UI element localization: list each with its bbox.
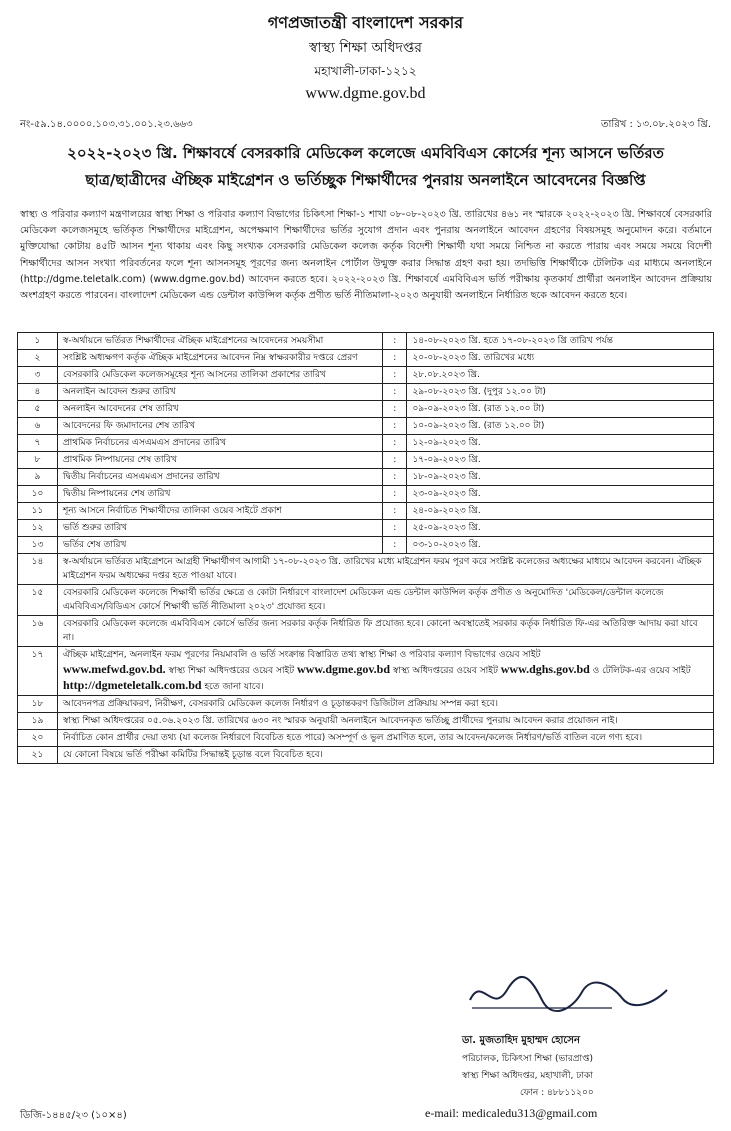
memo-reference: নং-৫৯.১৪.০০০০.১০৩.৩১.০০১.২৩.৬৬৩ (20, 119, 193, 130)
note-row (18, 730, 714, 747)
schedule-item: ভর্তি শুরুর তারিখ (57, 520, 382, 537)
separator-colon: : (383, 452, 407, 469)
separator-colon: : (383, 435, 407, 452)
row-number: ৯ (18, 469, 58, 486)
note-row (18, 554, 714, 585)
row-number: ৮ (18, 452, 58, 469)
note-text: যে কোনো বিষয়ে ভর্তি পরীক্ষা কমিটির সিদ্ধান্তই চূড়ান্ত বলে বিবেচিত হবে। (57, 747, 713, 764)
note-row (18, 585, 714, 616)
note-text-part: স্বাস্থ্য শিক্ষা অধিদপ্তরের ওয়েব সাইট (165, 666, 297, 676)
row-number: ৭ (18, 435, 58, 452)
schedule-row (18, 401, 714, 418)
website-link[interactable]: www.dgme.gov.bd (297, 662, 391, 676)
handwritten-signature (462, 970, 672, 1020)
schedule-date: ১৮-০৯-২০২৩ খ্রি. (407, 469, 714, 486)
schedule-date: ১৭-০৯-২০২৩ খ্রি. (407, 452, 714, 469)
website-link[interactable]: www.dghs.gov.bd (500, 662, 590, 676)
row-number: ১৬ (18, 616, 58, 647)
row-number: ২০ (18, 730, 58, 747)
note-text: নির্বাচিত কোন প্রার্থীর দেয়া তথ্য (যা কলেজ নির্ধারণে বিবেচিত হতে পারে) অসম্পূর্ণ ও ভুল প্রমাণিত হলে, তার আবেদন/কলেজ নির্ধারণ/ভর্তি বাতিল বলে গণ্য হবে। (57, 730, 713, 747)
schedule-row (18, 486, 714, 503)
schedule-row (18, 367, 714, 384)
schedule-date: ১০-০৯-২০২৩ খ্রি. (রাত ১২.০০ টা) (407, 418, 714, 435)
separator-colon: : (383, 367, 407, 384)
schedule-item: আবেদনের ফি জমাদানের শেষ তারিখ (57, 418, 382, 435)
department-website: www.dgme.gov.bd (305, 85, 426, 102)
row-number: ৫ (18, 401, 58, 418)
schedule-item: দ্বিতীয় নির্বাচনের এসএমএস প্রদানের তারিখ (57, 469, 382, 486)
schedule-date: ২৪-০৯-২০২৩ খ্রি. (407, 503, 714, 520)
schedule-item: প্রাথমিক নির্বাচনের এসএমএস প্রদানের তারিখ (57, 435, 382, 452)
notice-title (20, 140, 711, 194)
schedule-item: শূন্য আসনে নির্বাচিত শিক্ষার্থীদের তালিকা ওয়েব সাইটে প্রকাশ (57, 503, 382, 520)
website-link[interactable]: http://dgmeteletalk.com.bd (62, 678, 202, 692)
signatory-designation: পরিচালক, চিকিৎসা শিক্ষা (ভারপ্রাপ্ত) (462, 1054, 594, 1064)
note-text-part: ঐচ্ছিক মাইগ্রেশন, অনলাইন ফরম পূরণের নিয়মাবলি ও ভর্তি সংক্রান্ত বিস্তারিত তথ্য স্বাস্থ্য শিক্ষা ও পরিবার কল্যাণ বিভাগের ওয়েব সাইট (62, 650, 541, 660)
schedule-item: দ্বিতীয় নিষ্পায়নের শেষ তারিখ (57, 486, 382, 503)
row-number: ৪ (18, 384, 58, 401)
note-text (57, 647, 713, 696)
note-text: বেসরকারি মেডিকেল কলেজে এমবিবিএস কোর্সে ভর্তির জন্য সরকার কর্তৃক নির্ধারিত ফি প্রযোজ্য হবে। কোনো অবস্থাতেই সরকার কর্তৃক নির্ধারিত ফি-এর অতিরিক্ত আদায় করা যাবে না। (57, 616, 713, 647)
note-text: স্বাস্থ্য শিক্ষা অধিদপ্তরের ০৫.০৬.২০২৩ খ্রি. তারিখের ৬৩০ নং স্মারক অনুযায়ী অনলাইনে আবেদনকৃত ভর্তিচ্ছু প্রার্থীদের পুনরায় আবেদন করার প্রয়োজন নাই। (57, 713, 713, 730)
schedule-row (18, 384, 714, 401)
separator-colon: : (383, 418, 407, 435)
schedule-date: ২০-০৮-২০২৩ খ্রি. তারিখের মধ্যে (407, 350, 714, 367)
intro-paragraph: স্বাস্থ্য ও পরিবার কল্যাণ মন্ত্রণালয়ের স্বাস্থ্য শিক্ষা ও পরিবার কল্যাণ বিভাগের চিকিৎসা শিক্ষা-১ শাখা ০৮-০৮-২০২৩ খ্রি. তারিখের ৪৬১ নং স্মারকে ২০২২-২০২৩ খ্রি. শিক্ষাবর্ষে বেসরকারি মেডিকেল কলেজসমূহে ভর্তিকৃত শিক্ষার্থীদের মাইগ্রেশন, অপেক্ষমাণ শিক্ষার্থীদের ভর্তির সুযোগ প্রদান এবং পুনরায় অনলাইনে আবেদন গ্রহণের বিষয়সমূহ অনুমোদন করে। বর্তমানে মুক্তিযোদ্ধা কোটায় ৪৫টি আসন শূন্য থাকায় এবং কিছু সংখ্যক বেসরকারি মেডিকেল কলেজ কর্তৃক বিদেশী শিক্ষার্থী যথা সময়ে নিশ্চিত না করতে পারায় এবং সময়ে সময়ে বিদেশী শিক্ষার্থীদের আসন সংখ্যা পরিবর্তনের ফলে শূন্য আসনসমূহ পূরণের জন্য অনলাইন পোর্টাল উন্মুক্ত করার সিদ্ধান্ত গ্রহণ করা হয়। তদভিত্তি শিক্ষার্থীকে টেলিটক এর মাধ্যমে অনলাইনে (http://dgme.teletalk.com) (www.dgme.gov.bd) আবেদন করতে হবে। ২০২২-২০২৩ খ্রি. শিক্ষাবর্ষে এমবিবিএস ভর্তি পরীক্ষায় কৃতকার্য প্রার্থীরা অনলাইন আবেদন প্রক্রিয়ায় অংশগ্রহণ করতে পারবেন। বাংলাদেশ মেডিকেল এন্ড ডেন্টাল কাউন্সিল কর্তৃক প্রণীত ভর্তি নীতিমালা-২০২৩ অনুযায়ী অনলাইনে নির্ধারিত ছকে আবেদন করতে হবে। (20, 209, 712, 302)
signatory-phone: ফোন : ৪৮৮১১২০০ (520, 1088, 594, 1098)
separator-colon: : (383, 384, 407, 401)
department-name: স্বাস্থ্য শিক্ষা অধিদপ্তর (308, 40, 423, 56)
signatory-name: ডা. মুজতাহিদ মুহাম্মদ হোসেন (462, 1035, 580, 1046)
row-number: ২ (18, 350, 58, 367)
separator-colon: : (383, 486, 407, 503)
schedule-row (18, 418, 714, 435)
schedule-date: ২৫-০৯-২০২৩ খ্রি. (407, 520, 714, 537)
schedule-item: প্রাথমিক নিষ্পায়নের শেষ তারিখ (57, 452, 382, 469)
govt-heading: গণপ্রজাতন্ত্রী বাংলাদেশ সরকার (267, 13, 464, 32)
department-address: মহাখালী-ঢাকা-১২১২ (314, 64, 417, 78)
note-text: আবেদনপত্র প্রক্রিয়াকরণ, নিরীক্ষণ, বেসরকারি মেডিকেল কলেজ নির্ধারণ ও চূড়ান্তকরণ ডিজিটাল প্রক্রিয়ায় সম্পন্ন করা হবে। (57, 696, 713, 713)
separator-colon: : (383, 350, 407, 367)
row-number: ১৩ (18, 537, 58, 554)
separator-colon: : (383, 537, 407, 554)
schedule-row (18, 452, 714, 469)
memo-date: তারিখ : ১৩.০৮.২০২৩ খ্রি. (600, 119, 711, 130)
schedule-row (18, 537, 714, 554)
schedule-item: বেসরকারি মেডিকেল কলেজসমূহের শূন্য আসনের তালিকা প্রকাশের তারিখ (57, 367, 382, 384)
schedule-row (18, 435, 714, 452)
schedule-item: স্ব-অর্থায়নে ভর্তিরত শিক্ষার্থীদের ঐচ্ছিক মাইগ্রেশনের আবেদনের সময়সীমা (57, 333, 382, 350)
separator-colon: : (383, 401, 407, 418)
website-link[interactable]: www.mefwd.gov.bd. (62, 662, 166, 676)
note-row (18, 616, 714, 647)
note-text-part: ও টেলিটক-এর ওয়েব সাইট (589, 666, 691, 676)
notice-title-line-1: ২০২২-২০২৩ খ্রি. শিক্ষাবর্ষে বেসরকারি মেডিকেল কলেজে এমবিবিএস কোর্সের শূন্য আসনে ভর্তিরত (67, 144, 664, 162)
schedule-row (18, 520, 714, 537)
row-number: ১১ (18, 503, 58, 520)
notice-title-line-2: ছাত্র/ছাত্রীদের ঐচ্ছিক মাইগ্রেশন ও ভর্তিচ্ছুক শিক্ষার্থীদের পুনরায় অনলাইনে আবেদনের বিজ্ঞপ্তি (85, 171, 646, 189)
row-number: ১৪ (18, 554, 58, 585)
schedule-row (18, 333, 714, 350)
schedule-date: ২৩-০৯-২০২৩ খ্রি. (407, 486, 714, 503)
separator-colon: : (383, 520, 407, 537)
row-number: ১৫ (18, 585, 58, 616)
schedule-date: ২৮.০৮.২০২৩ খ্রি. (407, 367, 714, 384)
schedule-row (18, 350, 714, 367)
footer-email: e-mail: medicaledu313@gmail.com (425, 1106, 598, 1120)
footer-code: ডিজি-১৪৪৫/২৩ (১০×৪) (20, 1110, 127, 1121)
separator-colon: : (383, 503, 407, 520)
note-row (18, 696, 714, 713)
note-text-part: স্বাস্থ্য অধিদপ্তরের ওয়েব সাইট (390, 666, 501, 676)
schedule-item: অনলাইন আবেদন শুরুর তারিখ (57, 384, 382, 401)
schedule-item: সংশ্লিষ্ট অধ্যক্ষগণ কর্তৃক ঐচ্ছিক মাইগ্রেশনের আবেদন নিম্ন স্বাক্ষরকারীর দপ্তরে প্রেরণ (57, 350, 382, 367)
separator-colon: : (383, 469, 407, 486)
schedule-item: অনলাইন আবেদনের শেষ তারিখ (57, 401, 382, 418)
note-text: বেসরকারি মেডিকেল কলেজে শিক্ষার্থী ভর্তির ক্ষেত্রে ও কোটা নির্ধারণে বাংলাদেশ মেডিকেল এন্ড ডেন্টাল কাউন্সিল কর্তৃক প্রণীত ও অনুমোদিত 'মেডিকেল/ডেন্টাল কলেজে এমবিবিএস/বিডিএস কোর্সে শিক্ষার্থী ভর্তি নীতিমালা ২০২৩' প্রযোজ্য হবে। (57, 585, 713, 616)
row-number: ১২ (18, 520, 58, 537)
schedule-item: ভর্তির শেষ তারিখ (57, 537, 382, 554)
schedule-date: ২৯-০৮-২০২৩ খ্রি. (দুপুর ১২.০০ টা) (407, 384, 714, 401)
row-number: ৩ (18, 367, 58, 384)
schedule-row (18, 503, 714, 520)
schedule-table (17, 332, 714, 764)
note-text-part: হতে জানা যাবে। (201, 682, 264, 692)
row-number: ১ (18, 333, 58, 350)
schedule-date: ০৯-০৯-২০২৩ খ্রি. (রাত ১২.০০ টা) (407, 401, 714, 418)
row-number: ১৮ (18, 696, 58, 713)
note-row (18, 647, 714, 696)
row-number: ৬ (18, 418, 58, 435)
row-number: ১৯ (18, 713, 58, 730)
row-number: ২১ (18, 747, 58, 764)
row-number: ১০ (18, 486, 58, 503)
schedule-date: ১২-০৯-২০২৩ খ্রি. (407, 435, 714, 452)
schedule-date: ১৪-০৮-২০২৩ খ্রি. হতে ১৭-০৮-২০২৩ খ্রি তারিখ পর্যন্ত (407, 333, 714, 350)
schedule-row (18, 469, 714, 486)
note-row (18, 713, 714, 730)
schedule-date: ০৩-১০-২০২৩ খ্রি. (407, 537, 714, 554)
note-text: স্ব-অর্থায়নে ভর্তিরত মাইগ্রেশনে আগ্রহী শিক্ষার্থীগণ আগামী ১৭-০৮-২০২৩ খ্রি. তারিখের মধ্যে মাইগ্রেশন ফরম পূরণ করে সংশ্লিষ্ট কলেজের অধ্যক্ষের মাধ্যমে আবেদন করবেন। ঐচ্ছিক মাইগ্রেশন ফরম অধ্যক্ষের দপ্তর হতে পাওয়া যাবে। (57, 554, 713, 585)
note-row (18, 747, 714, 764)
signatory-office: স্বাস্থ্য শিক্ষা অধিদপ্তর, মহাখালী, ঢাকা (462, 1071, 593, 1081)
separator-colon: : (383, 333, 407, 350)
row-number: ১৭ (18, 647, 58, 696)
